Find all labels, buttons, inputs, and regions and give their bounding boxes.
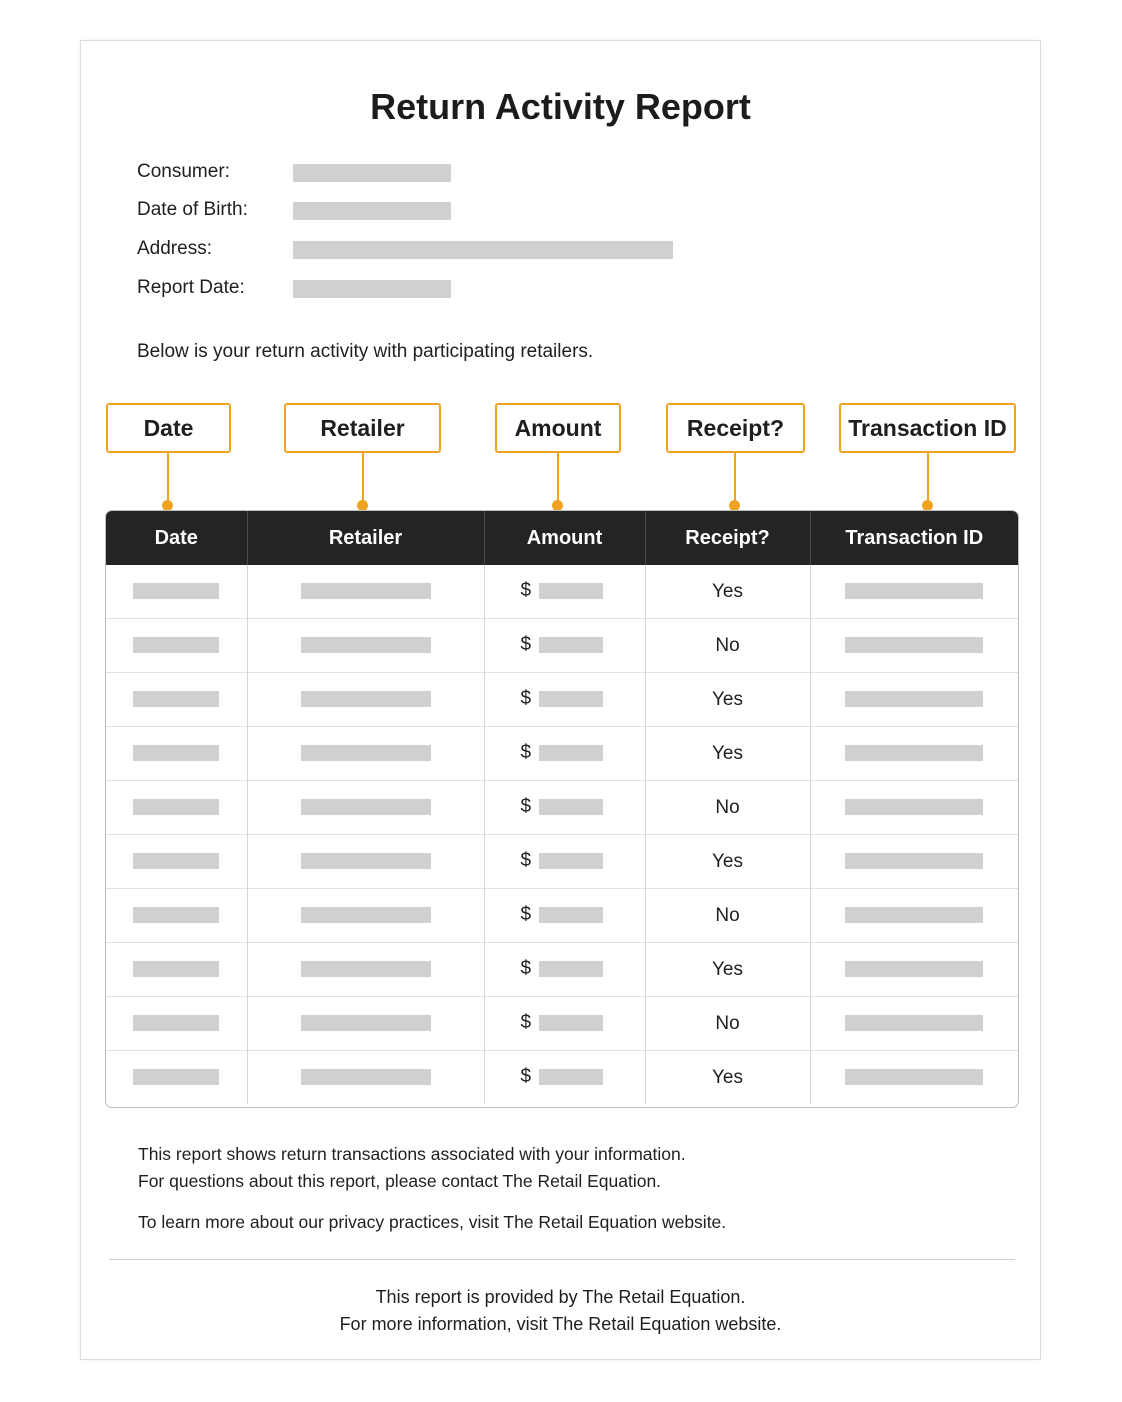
- return-activity-table: [105, 510, 1019, 1108]
- connector-receipt: [734, 453, 736, 503]
- callout-receipt: Receipt?: [666, 403, 805, 453]
- amount-cell: [484, 565, 645, 619]
- amount-redaction: [539, 1069, 603, 1085]
- receipt-cell: Yes: [645, 727, 810, 781]
- callout-date: Date: [106, 403, 231, 453]
- retailer-redaction: [301, 1069, 431, 1085]
- date-redaction: [133, 799, 219, 815]
- callout-amount: Amount: [495, 403, 621, 453]
- retailer-cell: [247, 619, 484, 673]
- amount-redaction: [539, 1015, 603, 1031]
- table-row: [106, 727, 1018, 781]
- amount-cell: [484, 943, 645, 997]
- currency-symbol: $: [520, 1012, 532, 1034]
- amount-cell: [484, 1051, 645, 1105]
- privacy-note: To learn more about our privacy practices, visit The Retail Equation website.: [138, 1212, 727, 1232]
- receipt-cell: No: [645, 781, 810, 835]
- transaction-id-redaction: [845, 1015, 983, 1031]
- retailer-redaction: [301, 583, 431, 599]
- transaction-id-cell: [810, 619, 1018, 673]
- table-row: [106, 781, 1018, 835]
- transaction-id-redaction: [845, 583, 983, 599]
- note-line-2: For questions about this report, please contact The Retail Equation.: [138, 1171, 662, 1191]
- retailer-cell: [247, 565, 484, 619]
- amount-cell: [484, 727, 645, 781]
- report-date-redaction: [293, 280, 451, 298]
- column-header-amount: Amount: [484, 511, 645, 565]
- date-cell: [106, 1051, 247, 1105]
- currency-symbol: $: [520, 1066, 532, 1088]
- amount-redaction: [539, 853, 603, 869]
- table-header-row: [106, 511, 1018, 565]
- receipt-cell: No: [645, 997, 810, 1051]
- table-row: [106, 673, 1018, 727]
- date-cell: [106, 565, 247, 619]
- receipt-cell: Yes: [645, 943, 810, 997]
- date-cell: [106, 889, 247, 943]
- transaction-id-cell: [810, 889, 1018, 943]
- date-redaction: [133, 853, 219, 869]
- date-redaction: [133, 1069, 219, 1085]
- transaction-id-redaction: [845, 691, 983, 707]
- receipt-cell: No: [645, 889, 810, 943]
- receipt-cell: Yes: [645, 1051, 810, 1105]
- footer-line-1: This report is provided by The Retail Equation.: [375, 1287, 746, 1307]
- transaction-id-cell: [810, 781, 1018, 835]
- date-cell: [106, 619, 247, 673]
- retailer-redaction: [301, 1015, 431, 1031]
- currency-symbol: $: [520, 688, 532, 710]
- date-cell: [106, 943, 247, 997]
- transaction-id-redaction: [845, 1069, 983, 1085]
- retailer-cell: [247, 889, 484, 943]
- date-redaction: [133, 583, 219, 599]
- amount-cell: [484, 835, 645, 889]
- report-page: [80, 40, 1041, 1360]
- address-label: Address:: [137, 238, 212, 259]
- footer-divider: [109, 1259, 1015, 1260]
- transaction-id-redaction: [845, 799, 983, 815]
- transaction-id-redaction: [845, 961, 983, 977]
- table-row: [106, 565, 1018, 619]
- connector-retailer: [362, 453, 364, 503]
- transaction-id-redaction: [845, 907, 983, 923]
- address-redaction: [293, 241, 673, 259]
- amount-redaction: [539, 691, 603, 707]
- amount-cell: [484, 619, 645, 673]
- date-cell: [106, 997, 247, 1051]
- currency-symbol: $: [520, 742, 532, 764]
- table-row: [106, 1051, 1018, 1105]
- retailer-cell: [247, 781, 484, 835]
- dob-label: Date of Birth:: [137, 199, 248, 220]
- retailer-redaction: [301, 745, 431, 761]
- amount-redaction: [539, 961, 603, 977]
- column-header-retailer: Retailer: [247, 511, 484, 565]
- connector-date: [167, 453, 169, 503]
- transaction-id-cell: [810, 997, 1018, 1051]
- transaction-id-redaction: [845, 745, 983, 761]
- consumer-redaction: [293, 164, 451, 182]
- date-cell: [106, 673, 247, 727]
- transaction-id-cell: [810, 673, 1018, 727]
- callout-retailer: Retailer: [284, 403, 441, 453]
- column-header-transaction-id: Transaction ID: [810, 511, 1018, 565]
- currency-symbol: $: [520, 796, 532, 818]
- date-redaction: [133, 1015, 219, 1031]
- currency-symbol: $: [520, 850, 532, 872]
- retailer-cell: [247, 727, 484, 781]
- connector-amount: [557, 453, 559, 503]
- receipt-cell: No: [645, 619, 810, 673]
- date-redaction: [133, 907, 219, 923]
- transaction-id-cell: [810, 835, 1018, 889]
- retailer-redaction: [301, 907, 431, 923]
- transaction-id-cell: [810, 565, 1018, 619]
- amount-redaction: [539, 583, 603, 599]
- retailer-redaction: [301, 853, 431, 869]
- transaction-id-cell: [810, 727, 1018, 781]
- transaction-id-cell: [810, 1051, 1018, 1105]
- amount-redaction: [539, 907, 603, 923]
- column-header-date: Date: [106, 511, 247, 565]
- table-row: [106, 619, 1018, 673]
- amount-cell: [484, 997, 645, 1051]
- retailer-cell: [247, 673, 484, 727]
- date-redaction: [133, 637, 219, 653]
- consumer-label: Consumer:: [137, 161, 230, 182]
- table-row: [106, 889, 1018, 943]
- receipt-cell: Yes: [645, 835, 810, 889]
- amount-redaction: [539, 799, 603, 815]
- report-date-label: Report Date:: [137, 277, 245, 298]
- date-cell: [106, 727, 247, 781]
- dob-redaction: [293, 202, 451, 220]
- date-redaction: [133, 691, 219, 707]
- column-header-receipt: Receipt?: [645, 511, 810, 565]
- transaction-id-redaction: [845, 853, 983, 869]
- table-row: [106, 835, 1018, 889]
- receipt-cell: Yes: [645, 673, 810, 727]
- retailer-redaction: [301, 799, 431, 815]
- retailer-cell: [247, 943, 484, 997]
- transaction-id-redaction: [845, 637, 983, 653]
- intro-text: Below is your return activity with participating retailers.: [137, 341, 594, 362]
- date-cell: [106, 781, 247, 835]
- transaction-id-cell: [810, 943, 1018, 997]
- retailer-redaction: [301, 637, 431, 653]
- amount-redaction: [539, 745, 603, 761]
- currency-symbol: $: [520, 580, 532, 602]
- table-row: [106, 997, 1018, 1051]
- date-cell: [106, 835, 247, 889]
- retailer-cell: [247, 997, 484, 1051]
- retailer-redaction: [301, 691, 431, 707]
- note-line-1: This report shows return transactions associated with your information.: [138, 1144, 686, 1164]
- currency-symbol: $: [520, 904, 532, 926]
- amount-cell: [484, 781, 645, 835]
- retailer-cell: [247, 1051, 484, 1105]
- retailer-cell: [247, 835, 484, 889]
- amount-cell: [484, 673, 645, 727]
- currency-symbol: $: [520, 958, 532, 980]
- date-redaction: [133, 961, 219, 977]
- receipt-cell: Yes: [645, 565, 810, 619]
- retailer-redaction: [301, 961, 431, 977]
- currency-symbol: $: [520, 634, 532, 656]
- page-title: Return Activity Report: [370, 86, 751, 127]
- date-redaction: [133, 745, 219, 761]
- amount-redaction: [539, 637, 603, 653]
- amount-cell: [484, 889, 645, 943]
- footer-line-2: For more information, visit The Retail Equation website.: [339, 1314, 782, 1334]
- connector-transaction-id: [927, 453, 929, 503]
- callout-transaction-id: Transaction ID: [839, 403, 1016, 453]
- table-row: [106, 943, 1018, 997]
